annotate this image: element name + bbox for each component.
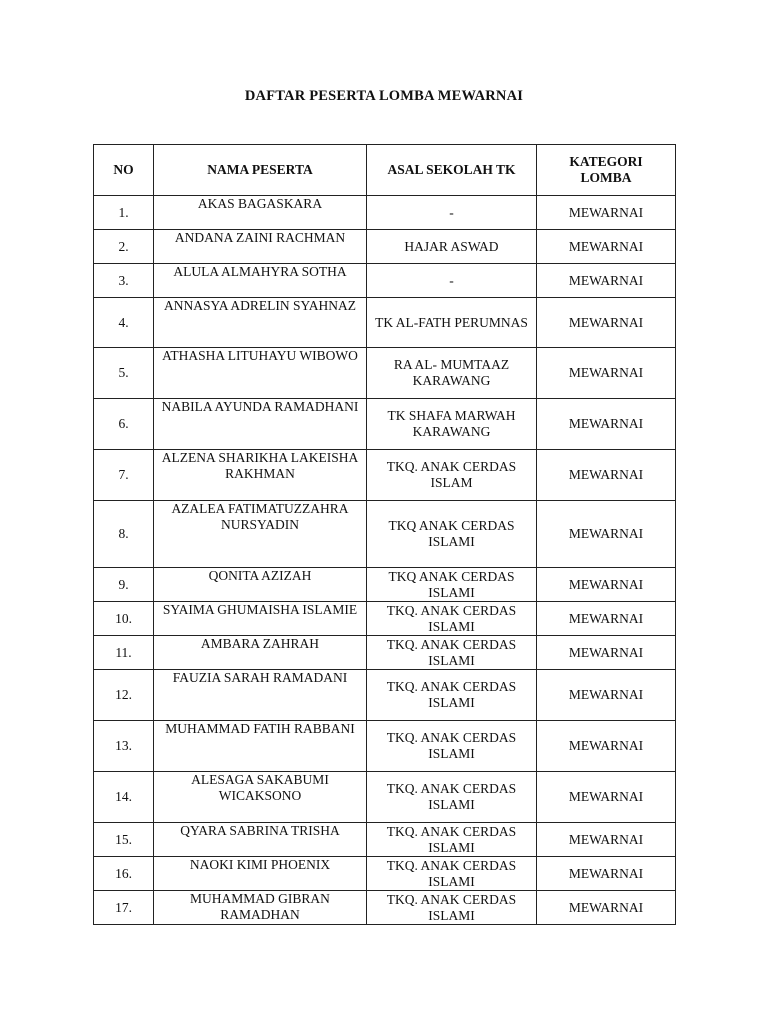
cell-school: TKQ ANAK CERDAS ISLAMI: [367, 501, 537, 568]
cell-name: ANDANA ZAINI RACHMAN: [154, 230, 367, 264]
cell-name: SYAIMA GHUMAISHA ISLAMIE: [154, 602, 367, 636]
table-row: [94, 399, 676, 450]
header-school: ASAL SEKOLAH TK: [367, 145, 537, 196]
table-row: [94, 602, 676, 636]
cell-school: TKQ. ANAK CERDAS ISLAM: [367, 450, 537, 501]
table-body: [94, 196, 676, 925]
table-row: [94, 823, 676, 857]
header-category: KATEGORI LOMBA: [537, 145, 676, 196]
table-row: [94, 450, 676, 501]
cell-no: 1.: [94, 196, 154, 230]
table-row: [94, 568, 676, 602]
cell-category: MEWARNAI: [537, 450, 676, 501]
cell-category: MEWARNAI: [537, 721, 676, 772]
cell-school: TKQ. ANAK CERDAS ISLAMI: [367, 670, 537, 721]
cell-category: MEWARNAI: [537, 857, 676, 891]
table-row: [94, 772, 676, 823]
cell-category: MEWARNAI: [537, 772, 676, 823]
cell-name: ALESAGA SAKABUMI WICAKSONO: [154, 772, 367, 823]
cell-category: MEWARNAI: [537, 823, 676, 857]
cell-no: 2.: [94, 230, 154, 264]
cell-name: AZALEA FATIMATUZZAHRA NURSYADIN: [154, 501, 367, 568]
cell-school: TK AL-FATH PERUMNAS: [367, 298, 537, 348]
table-row: [94, 348, 676, 399]
table-header: [94, 145, 676, 196]
cell-name: AMBARA ZAHRAH: [154, 636, 367, 670]
cell-school: TKQ. ANAK CERDAS ISLAMI: [367, 891, 537, 925]
cell-category: MEWARNAI: [537, 670, 676, 721]
cell-no: 12.: [94, 670, 154, 721]
cell-name: ALZENA SHARIKHA LAKEISHA RAKHMAN: [154, 450, 367, 501]
cell-school: TK SHAFA MARWAH KARAWANG: [367, 399, 537, 450]
participant-table: [93, 144, 676, 925]
cell-category: MEWARNAI: [537, 399, 676, 450]
table-row: [94, 636, 676, 670]
cell-school: -: [367, 196, 537, 230]
cell-school: -: [367, 264, 537, 298]
cell-school: RA AL- MUMTAAZ KARAWANG: [367, 348, 537, 399]
table-row: [94, 298, 676, 348]
cell-category: MEWARNAI: [537, 602, 676, 636]
cell-category: MEWARNAI: [537, 348, 676, 399]
header-no: NO: [94, 145, 154, 196]
cell-school: TKQ. ANAK CERDAS ISLAMI: [367, 636, 537, 670]
cell-no: 13.: [94, 721, 154, 772]
cell-school: TKQ. ANAK CERDAS ISLAMI: [367, 857, 537, 891]
cell-category: MEWARNAI: [537, 568, 676, 602]
table-row: [94, 721, 676, 772]
cell-name: ANNASYA ADRELIN SYAHNAZ: [154, 298, 367, 348]
table-row: [94, 891, 676, 925]
cell-name: AKAS BAGASKARA: [154, 196, 367, 230]
cell-name: FAUZIA SARAH RAMADANI: [154, 670, 367, 721]
cell-no: 17.: [94, 891, 154, 925]
cell-no: 8.: [94, 501, 154, 568]
cell-no: 5.: [94, 348, 154, 399]
cell-name: MUHAMMAD FATIH RABBANI: [154, 721, 367, 772]
cell-category: MEWARNAI: [537, 501, 676, 568]
cell-category: MEWARNAI: [537, 264, 676, 298]
document-title: DAFTAR PESERTA LOMBA MEWARNAI: [244, 88, 524, 104]
cell-category: MEWARNAI: [537, 636, 676, 670]
header-name: NAMA PESERTA: [154, 145, 367, 196]
cell-school: TKQ. ANAK CERDAS ISLAMI: [367, 602, 537, 636]
cell-category: MEWARNAI: [537, 196, 676, 230]
cell-school: TKQ. ANAK CERDAS ISLAMI: [367, 721, 537, 772]
cell-name: MUHAMMAD GIBRAN RAMADHAN: [154, 891, 367, 925]
cell-name: ATHASHA LITUHAYU WIBOWO: [154, 348, 367, 399]
header-row: [94, 145, 676, 196]
cell-no: 14.: [94, 772, 154, 823]
cell-no: 15.: [94, 823, 154, 857]
cell-no: 3.: [94, 264, 154, 298]
cell-category: MEWARNAI: [537, 891, 676, 925]
cell-name: ALULA ALMAHYRA SOTHA: [154, 264, 367, 298]
cell-school: TKQ ANAK CERDAS ISLAMI: [367, 568, 537, 602]
table-row: [94, 670, 676, 721]
cell-no: 4.: [94, 298, 154, 348]
table-row: [94, 196, 676, 230]
cell-school: HAJAR ASWAD: [367, 230, 537, 264]
cell-name: QYARA SABRINA TRISHA: [154, 823, 367, 857]
cell-name: QONITA AZIZAH: [154, 568, 367, 602]
cell-no: 16.: [94, 857, 154, 891]
cell-school: TKQ. ANAK CERDAS ISLAMI: [367, 823, 537, 857]
cell-no: 7.: [94, 450, 154, 501]
cell-name: NABILA AYUNDA RAMADHANI: [154, 399, 367, 450]
cell-no: 6.: [94, 399, 154, 450]
cell-name: NAOKI KIMI PHOENIX: [154, 857, 367, 891]
cell-no: 10.: [94, 602, 154, 636]
cell-no: 9.: [94, 568, 154, 602]
cell-no: 11.: [94, 636, 154, 670]
table-row: [94, 857, 676, 891]
table-row: [94, 501, 676, 568]
table-row: [94, 230, 676, 264]
cell-category: MEWARNAI: [537, 230, 676, 264]
table-row: [94, 264, 676, 298]
cell-category: MEWARNAI: [537, 298, 676, 348]
cell-school: TKQ. ANAK CERDAS ISLAMI: [367, 772, 537, 823]
